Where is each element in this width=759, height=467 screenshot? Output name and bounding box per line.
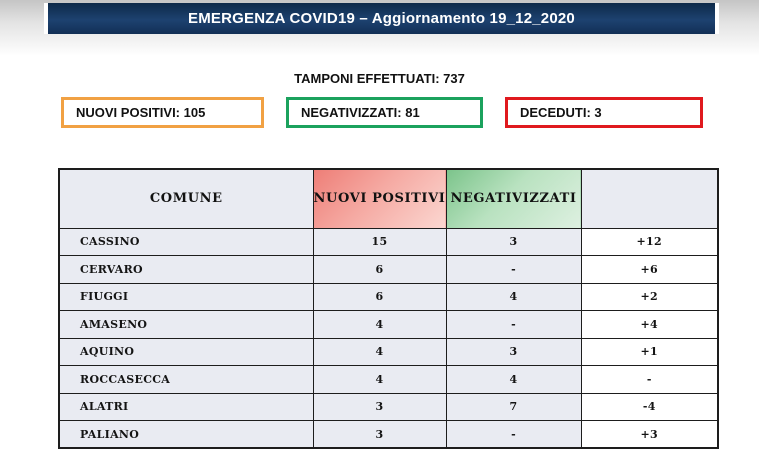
tamponi-effettuati-label: TAMPONI EFFETTUATI: 737 <box>294 71 465 86</box>
cell-delta: - <box>581 366 718 394</box>
cell-comune: ROCCASECCA <box>59 366 313 394</box>
cell-comune: FIUGGI <box>59 283 313 311</box>
cell-comune: ALATRI <box>59 393 313 421</box>
stat-box-negativizzati-label: NEGATIVIZZATI: 81 <box>301 105 420 120</box>
table-header-row <box>59 169 718 228</box>
table-row <box>59 283 718 311</box>
header-negativizzati: NEGATIVIZZATI <box>446 169 581 228</box>
cell-delta: +3 <box>581 421 718 449</box>
cell-delta: +1 <box>581 338 718 366</box>
cell-nuovi-positivi: 6 <box>313 256 446 284</box>
cell-nuovi-positivi: 4 <box>313 338 446 366</box>
cell-delta: +12 <box>581 228 718 256</box>
table-row <box>59 338 718 366</box>
cell-comune: CERVARO <box>59 256 313 284</box>
cell-delta: -4 <box>581 393 718 421</box>
cell-delta: +4 <box>581 311 718 339</box>
header-nuovi-positivi: NUOVI POSITIVI <box>313 169 446 228</box>
stat-box-deceduti-label: DECEDUTI: 3 <box>520 105 602 120</box>
stat-box-deceduti <box>505 97 703 128</box>
table-row <box>59 311 718 339</box>
comuni-table <box>58 168 719 449</box>
stat-box-negativizzati <box>286 97 483 128</box>
cell-comune: CASSINO <box>59 228 313 256</box>
header-banner <box>44 3 719 34</box>
table-row <box>59 228 718 256</box>
cell-negativizzati: 3 <box>446 338 581 366</box>
cell-negativizzati: 7 <box>446 393 581 421</box>
table-row <box>59 393 718 421</box>
cell-negativizzati: - <box>446 256 581 284</box>
cell-negativizzati: 3 <box>446 228 581 256</box>
cell-delta: +2 <box>581 283 718 311</box>
header-comune: COMUNE <box>59 169 313 228</box>
cell-nuovi-positivi: 3 <box>313 393 446 421</box>
header-delta <box>581 169 718 228</box>
page-title: EMERGENZA COVID19 – Aggiornamento 19_12_2020 <box>188 10 575 27</box>
stat-box-nuovi-positivi <box>61 97 264 128</box>
cell-nuovi-positivi: 4 <box>313 366 446 394</box>
stat-box-nuovi-positivi-label: NUOVI POSITIVI: 105 <box>76 105 206 120</box>
cell-nuovi-positivi: 15 <box>313 228 446 256</box>
cell-comune: AQUINO <box>59 338 313 366</box>
table-row <box>59 421 718 449</box>
table-row <box>59 366 718 394</box>
cell-nuovi-positivi: 4 <box>313 311 446 339</box>
cell-nuovi-positivi: 3 <box>313 421 446 449</box>
cell-nuovi-positivi: 6 <box>313 283 446 311</box>
cell-negativizzati: - <box>446 421 581 449</box>
cell-negativizzati: - <box>446 311 581 339</box>
table-row <box>59 256 718 284</box>
cell-comune: AMASENO <box>59 311 313 339</box>
cell-negativizzati: 4 <box>446 366 581 394</box>
cell-delta: +6 <box>581 256 718 284</box>
cell-comune: PALIANO <box>59 421 313 449</box>
cell-negativizzati: 4 <box>446 283 581 311</box>
